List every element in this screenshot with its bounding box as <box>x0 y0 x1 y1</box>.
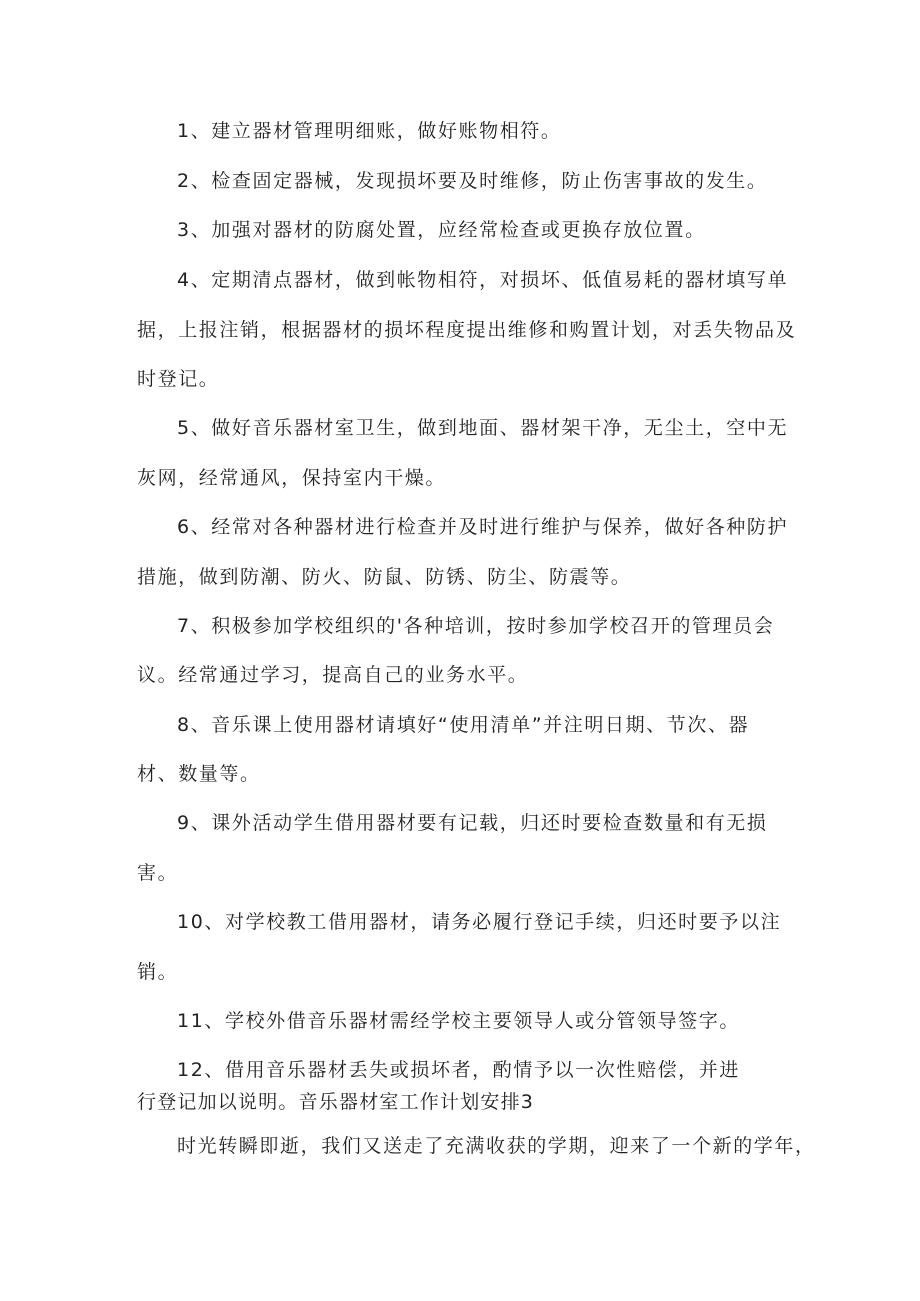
rule-5-line-2: 灰网，经常通风，保持室内干燥。 <box>137 467 447 489</box>
rule-9-line-1: 9、课外活动学生借用器材要有记载，归还时要检查数量和有无损 <box>177 812 768 834</box>
rule-2-line: 2、检查固定器械，发现损坏要及时维修，防止伤害事故的发生。 <box>177 170 768 192</box>
rule-5-line-1: 5、做好音乐器材室卫生，做到地面、器材架干净，无尘土，空中无 <box>177 417 789 439</box>
rule-8-line-1: 8、音乐课上使用器材请填好“使用清单”并注明日期、节次、器 <box>177 714 750 736</box>
rule-3-line: 3、加强对器材的防腐处置，应经常检查或更换存放位置。 <box>177 219 706 241</box>
rule-4-line-2: 据，上报注销，根据器材的损坏程度提出维修和购置计划，对丢失物品及 <box>137 319 797 341</box>
rule-4-line-1: 4、定期清点器材，做到帐物相符，对损坏、低值易耗的器材填写单 <box>177 269 789 291</box>
rule-10-line-2: 销。 <box>137 961 179 983</box>
next-section-intro-line: 时光转瞬即逝，我们又送走了充满收获的学期，迎来了一个新的学年， <box>177 1135 816 1157</box>
rule-6-line-1: 6、经常对各种器材进行检查并及时进行维护与保养，做好各种防护 <box>177 516 789 538</box>
rule-12-line-2: 行登记加以说明。音乐器材室工作计划安排3 <box>137 1091 535 1113</box>
rule-7-line-2: 议。经常通过学习，提高自己的业务水平。 <box>137 664 529 686</box>
rule-9-line-2: 害。 <box>137 862 179 884</box>
rule-11-line: 11、学校外借音乐器材需经学校主要领导人或分管领导签字。 <box>177 1010 740 1032</box>
rule-7-line-1: 7、积极参加学校组织的'各种培训，按时参加学校召开的管理员会 <box>177 615 775 637</box>
rule-8-line-2: 材、数量等。 <box>137 763 261 785</box>
rule-10-line-1: 10、对学校教工借用器材，请务必履行登记手续，归还时要予以注 <box>177 911 782 933</box>
rule-4-line-3: 时登记。 <box>137 368 220 390</box>
rule-1-line: 1、建立器材管理明细账，做好账物相符。 <box>177 120 562 142</box>
rule-6-line-2: 措施，做到防潮、防火、防鼠、防锈、防尘、防震等。 <box>137 566 632 588</box>
rule-12-line-1: 12、借用音乐器材丢失或损坏者，酌情予以一次性赔偿，并进 <box>177 1059 740 1081</box>
